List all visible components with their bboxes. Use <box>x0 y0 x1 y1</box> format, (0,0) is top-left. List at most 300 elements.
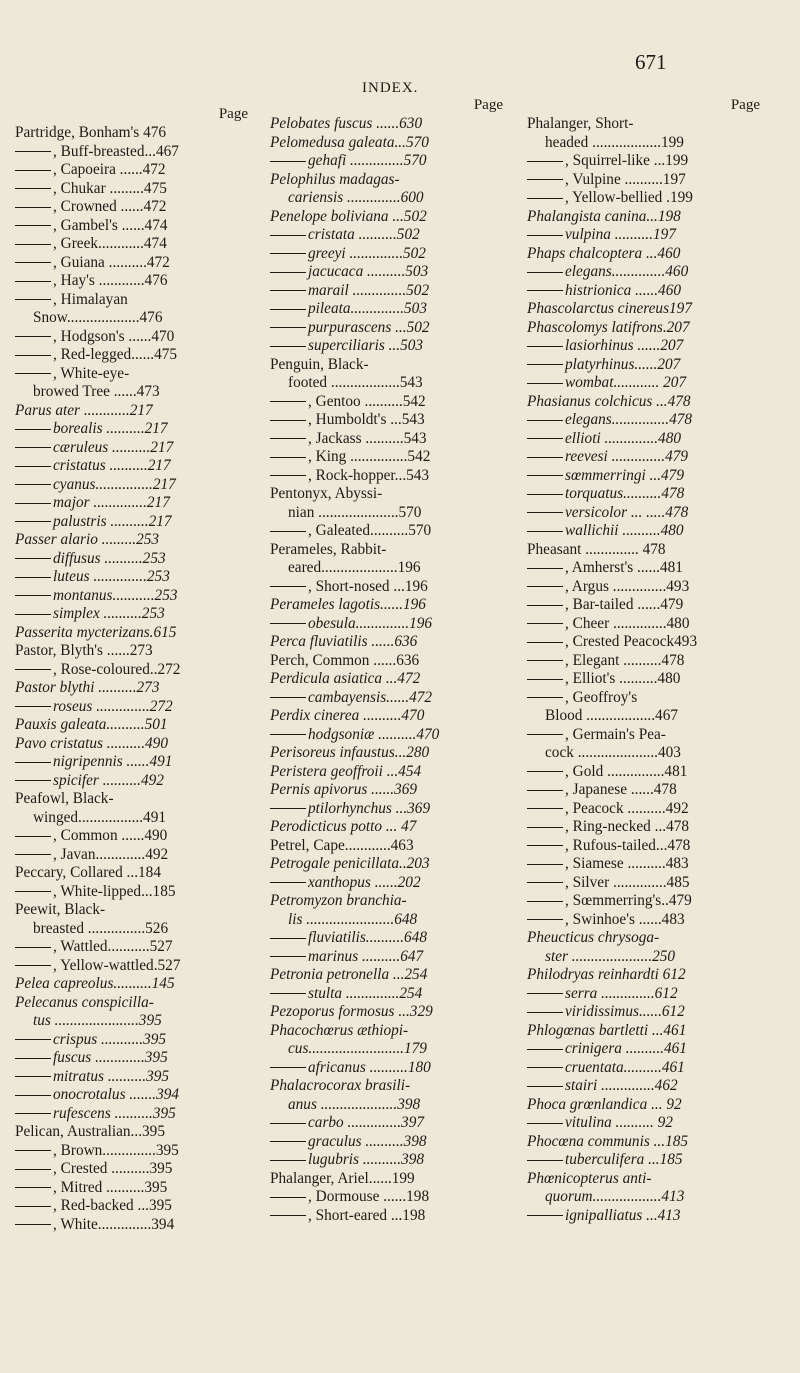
index-entry-text: Phœnicopterus anti- <box>527 1169 652 1187</box>
index-entry <box>15 420 260 439</box>
index-entry <box>527 1077 772 1096</box>
index-entry <box>270 1040 515 1059</box>
index-entry <box>527 1133 772 1152</box>
index-entry-text: , Elliot's ..........480 <box>565 670 681 687</box>
index-entry <box>15 1086 260 1105</box>
index-entry-text: ellioti ..............480 <box>565 429 681 447</box>
index-column-1 <box>15 104 260 1234</box>
index-entry <box>270 689 515 708</box>
index-entry-text: Petrel, Cape............463 <box>270 836 414 854</box>
index-entry <box>15 217 260 236</box>
index-entry <box>15 753 260 772</box>
index-entry <box>15 957 260 976</box>
repeat-dash <box>527 864 563 865</box>
index-entry <box>15 143 260 162</box>
index-entry-text: , Argus ..............493 <box>565 577 690 595</box>
repeat-dash <box>270 290 306 291</box>
index-entry-text: Pelomedusa galeata...570 <box>270 133 429 151</box>
index-entry <box>527 670 772 689</box>
index-entry-text: onocrotalus .......394 <box>53 1086 180 1103</box>
index-entry <box>15 772 260 791</box>
index-entry-text: diffusus ..........253 <box>53 549 166 567</box>
index-entry-text: Petrogale penicillata..203 <box>270 855 430 872</box>
index-entry-text: rufescens ..........395 <box>53 1104 176 1122</box>
repeat-dash <box>270 531 306 532</box>
repeat-dash <box>15 1095 51 1096</box>
repeat-dash <box>15 355 51 356</box>
index-entry-text: ster .....................250 <box>545 947 676 965</box>
index-entry <box>527 263 772 282</box>
index-entry-text: , Siamese ..........483 <box>565 855 689 872</box>
repeat-dash <box>270 309 306 310</box>
index-entry-text: Pastor, Blyth's ......273 <box>15 642 153 659</box>
index-entry <box>527 541 772 560</box>
index-entry-text: , Ring-necked ...478 <box>565 818 690 835</box>
index-entry <box>527 763 772 782</box>
index-entry-text: , Squirrel-like ...199 <box>565 152 689 169</box>
index-entry-text: , Gold ...............481 <box>565 762 688 780</box>
index-entry <box>15 975 260 994</box>
repeat-dash <box>270 734 306 735</box>
index-entry-text: Snow...................476 <box>33 309 163 326</box>
index-entry <box>270 1096 515 1115</box>
index-entry <box>527 1059 772 1078</box>
index-entry-text: Phasianus colchicus ...478 <box>527 392 691 410</box>
index-entry-text: , Bar-tailed ......479 <box>565 596 684 613</box>
index-entry-text: , Rock-hopper...543 <box>308 466 430 484</box>
index-entry <box>270 541 515 560</box>
index-entry-text: , Silver ..............485 <box>565 873 690 891</box>
index-entry-text: , Peacock ..........492 <box>565 799 689 817</box>
repeat-dash <box>527 1160 563 1161</box>
index-entry <box>527 559 772 578</box>
index-entry-text: borealis ..........217 <box>53 420 168 437</box>
index-entry <box>270 226 515 245</box>
repeat-dash <box>270 993 306 994</box>
repeat-dash <box>527 679 563 680</box>
index-entry <box>527 226 772 245</box>
index-entry <box>270 837 515 856</box>
index-entry <box>527 911 772 930</box>
index-entry <box>15 328 260 347</box>
index-entry-text: tus ......................395 <box>33 1012 162 1029</box>
index-entry <box>527 467 772 486</box>
repeat-dash <box>270 475 306 476</box>
repeat-dash <box>15 188 51 189</box>
index-entry-text: , Capoeira ......472 <box>53 161 166 178</box>
index-entry-text: crinigera ..........461 <box>565 1040 687 1057</box>
index-entry <box>15 716 260 735</box>
index-entry-text: cæruleus ..........217 <box>53 438 174 456</box>
repeat-dash <box>527 272 563 273</box>
index-entry <box>15 938 260 957</box>
index-entry-text: breasted ...............526 <box>33 919 169 937</box>
index-entry-text: Passerita mycterizans.615 <box>15 623 177 641</box>
repeat-dash <box>270 882 306 883</box>
index-entry-text: Phaps chalcoptera ...460 <box>527 244 681 262</box>
index-entry-text: Pernis apivorus ......369 <box>270 781 418 798</box>
repeat-dash <box>270 623 306 624</box>
index-entry <box>15 1142 260 1161</box>
index-entry-text: , Yellow-wattled.527 <box>53 956 181 974</box>
index-entry <box>270 948 515 967</box>
repeat-dash <box>15 577 51 578</box>
index-entry <box>15 1012 260 1031</box>
index-entry-text: Petromyzon branchia- <box>270 892 407 909</box>
index-entry-text: platyrhinus......207 <box>565 355 681 373</box>
repeat-dash <box>15 484 51 485</box>
repeat-dash <box>527 531 563 532</box>
index-entry-text: Phalanger, Short- <box>527 115 634 132</box>
index-entry <box>270 985 515 1004</box>
index-entry-text: Partridge, Bonham's 476 <box>15 124 167 141</box>
index-entry-text: cambayensis......472 <box>308 688 433 706</box>
repeat-dash <box>527 420 563 421</box>
index-entry <box>15 698 260 717</box>
index-entry <box>15 346 260 365</box>
index-entry <box>527 855 772 874</box>
index-entry-text: elegans..............460 <box>565 263 689 280</box>
index-entry <box>527 1151 772 1170</box>
repeat-dash <box>527 901 563 902</box>
index-entry <box>527 245 772 264</box>
index-entry <box>15 198 260 217</box>
repeat-dash <box>270 253 306 254</box>
index-entry-text: Peccary, Collared ...184 <box>15 864 161 881</box>
index-entry-text: africanus ..........180 <box>308 1058 431 1076</box>
index-entry-text: , Geoffroy's <box>565 688 638 706</box>
index-entry-text: xanthopus ......202 <box>308 873 421 891</box>
repeat-dash <box>15 1187 51 1188</box>
index-entry <box>270 1077 515 1096</box>
index-entry <box>15 605 260 624</box>
index-entry-text: quorum..................413 <box>545 1188 685 1205</box>
repeat-dash <box>15 947 51 948</box>
index-entry-text: cruentata..........461 <box>565 1058 685 1076</box>
index-entry <box>270 356 515 375</box>
index-entry-text: , Yellow-bellied .199 <box>565 189 693 206</box>
repeat-dash <box>270 420 306 421</box>
index-entry-text: Perdicula asiatica ...472 <box>270 670 421 687</box>
index-entry-text: , Javan.............492 <box>53 845 169 863</box>
index-entry <box>527 818 772 837</box>
index-entry-text: Perisoreus infaustus...280 <box>270 744 430 761</box>
index-entry-text: Parus ater ............217 <box>15 401 153 419</box>
repeat-dash <box>15 503 51 504</box>
repeat-dash <box>527 290 563 291</box>
index-entry-text: Pheasant .............. 478 <box>527 540 666 558</box>
index-entry <box>527 337 772 356</box>
index-entry <box>527 300 772 319</box>
repeat-dash <box>15 1076 51 1077</box>
index-entry-text: , White..............394 <box>53 1215 175 1233</box>
index-entry-text: serra ..............612 <box>565 984 678 1002</box>
repeat-dash <box>15 558 51 559</box>
index-entry <box>270 152 515 171</box>
index-entry-text: , King ...............542 <box>308 448 431 465</box>
index-entry-text: lis .......................648 <box>288 910 418 928</box>
index-entry <box>15 235 260 254</box>
index-entry-text: , Crested Peacock493 <box>565 633 698 650</box>
repeat-dash <box>527 827 563 828</box>
index-entry-text: Perodicticus potto ... 47 <box>270 818 417 835</box>
repeat-dash <box>270 1123 306 1124</box>
index-entry <box>270 1151 515 1170</box>
index-entry <box>15 1123 260 1142</box>
index-entry-text: montanus...........253 <box>53 586 178 604</box>
index-entry <box>527 1022 772 1041</box>
repeat-dash <box>527 845 563 846</box>
index-entry <box>270 726 515 745</box>
index-entry-text: roseus ..............272 <box>53 697 173 715</box>
index-entry-text: Philodryas reinhardti 612 <box>527 966 686 983</box>
index-entry <box>527 134 772 153</box>
index-entry-text: vulpina ..........197 <box>565 226 676 243</box>
repeat-dash <box>527 586 563 587</box>
index-entry <box>270 559 515 578</box>
repeat-dash <box>15 262 51 263</box>
index-entry <box>15 476 260 495</box>
repeat-dash <box>270 1141 306 1142</box>
index-entry-text: , Guiana ..........472 <box>53 253 170 271</box>
repeat-dash <box>527 1123 563 1124</box>
repeat-dash <box>270 1160 306 1161</box>
index-entry <box>270 800 515 819</box>
index-entry <box>527 781 772 800</box>
repeat-dash <box>15 1113 51 1114</box>
index-entry <box>527 1040 772 1059</box>
index-entry <box>270 763 515 782</box>
index-entry-text: , Himalayan <box>53 290 128 308</box>
index-entry-text: Phalacrocorax brasili- <box>270 1077 411 1094</box>
index-entry-text: Penelope boliviana ...502 <box>270 207 427 225</box>
index-entry-text: , Buff-breasted...467 <box>53 142 179 160</box>
page-column-label: Page <box>218 106 248 122</box>
index-entry-text: Perameles lagotis......196 <box>270 596 426 613</box>
index-entry-text: jacucaca ..........503 <box>308 263 429 280</box>
index-entry <box>527 596 772 615</box>
index-entry <box>527 430 772 449</box>
index-entry-text: Petronia petronella ...254 <box>270 966 428 983</box>
index-entry-text: Pelea capreolus..........145 <box>15 975 175 992</box>
index-entry-text: obesula..............196 <box>308 614 433 632</box>
index-entry <box>527 448 772 467</box>
index-entry <box>527 356 772 375</box>
index-entry-text: torquatus..........478 <box>565 485 685 502</box>
index-entry-text: , Dormouse ......198 <box>308 1188 430 1205</box>
index-entry-text: , Sœmmerring's..479 <box>565 892 692 909</box>
index-entry-text: marinus ..........647 <box>308 947 424 965</box>
index-entry-text: Pezoporus formosus ...329 <box>270 1003 433 1020</box>
repeat-dash <box>527 494 563 495</box>
index-entry <box>270 393 515 412</box>
repeat-dash <box>15 780 51 781</box>
index-entry <box>15 920 260 939</box>
index-entry <box>15 1049 260 1068</box>
index-entry-text: purpurascens ...502 <box>308 318 430 336</box>
repeat-dash <box>15 207 51 208</box>
index-entry <box>15 402 260 421</box>
index-entry <box>15 1216 260 1235</box>
index-entry <box>270 411 515 430</box>
index-entry-text: ignipalliatus ...413 <box>565 1206 681 1224</box>
index-entry-text: , Galeated..........570 <box>308 522 432 539</box>
index-entry <box>527 171 772 190</box>
index-entry <box>527 744 772 763</box>
index-entry <box>15 1179 260 1198</box>
index-entry <box>270 522 515 541</box>
index-entry <box>527 1096 772 1115</box>
index-entry-text: Peristera geoffroii ...454 <box>270 762 422 780</box>
index-entry <box>527 374 772 393</box>
index-entry-text: hodgsoniæ ..........470 <box>308 725 440 743</box>
index-entry <box>527 1003 772 1022</box>
index-entry <box>15 1105 260 1124</box>
repeat-dash <box>527 1086 563 1087</box>
index-entry-text: , Gambel's ......474 <box>53 216 168 234</box>
index-entry <box>15 827 260 846</box>
index-entry <box>527 152 772 171</box>
page-column-label: Page <box>730 97 760 113</box>
index-entry-text: footed ..................543 <box>288 374 423 391</box>
index-entry <box>270 670 515 689</box>
page-number: 671 <box>635 50 667 74</box>
repeat-dash <box>527 660 563 661</box>
index-entry-text: , Short-eared ...198 <box>308 1206 426 1224</box>
index-entry <box>527 985 772 1004</box>
index-entry <box>527 966 772 985</box>
index-entry-text: , Amherst's ......481 <box>565 559 683 576</box>
repeat-dash <box>270 235 306 236</box>
index-entry <box>270 744 515 763</box>
repeat-dash <box>527 882 563 883</box>
index-entry <box>527 800 772 819</box>
index-entry-text: Perdix cinerea ..........470 <box>270 707 425 724</box>
index-entry <box>270 892 515 911</box>
index-entry-text: , Rufous-tailed...478 <box>565 836 691 854</box>
index-entry <box>15 1160 260 1179</box>
index-entry <box>15 901 260 920</box>
index-entry <box>527 1188 772 1207</box>
index-entry <box>270 966 515 985</box>
index-entry-text: , Wattled...........527 <box>53 938 173 955</box>
index-entry <box>527 892 772 911</box>
index-entry-text: cyanus...............217 <box>53 475 176 493</box>
index-entry <box>527 837 772 856</box>
index-entry <box>15 457 260 476</box>
repeat-dash <box>527 346 563 347</box>
repeat-dash <box>15 244 51 245</box>
index-entry <box>270 282 515 301</box>
index-entry-text: Pelican, Australian...395 <box>15 1123 165 1140</box>
index-entry-text: gehafi ..............570 <box>308 152 427 169</box>
index-entry-text: , Hodgson's ......470 <box>53 327 175 345</box>
repeat-dash <box>527 993 563 994</box>
index-entry <box>270 485 515 504</box>
index-entry <box>270 208 515 227</box>
index-entry-text: , Red-legged......475 <box>53 346 178 363</box>
index-entry-text: , Chukar .........475 <box>53 179 167 197</box>
index-entry <box>270 1188 515 1207</box>
index-entry <box>527 189 772 208</box>
index-entry-text: Blood ..................467 <box>545 707 679 724</box>
repeat-dash <box>527 383 563 384</box>
repeat-dash <box>270 161 306 162</box>
index-entry <box>527 633 772 652</box>
index-entry-text: viridissimus......612 <box>565 1003 685 1020</box>
index-entry <box>270 1114 515 1133</box>
index-entry <box>270 596 515 615</box>
index-entry-text: Phascolarctus cinereus197 <box>527 300 692 317</box>
repeat-dash <box>270 938 306 939</box>
page-column-label: Page <box>473 97 503 113</box>
index-entry <box>15 568 260 587</box>
index-entry <box>270 911 515 930</box>
index-entry <box>527 1207 772 1226</box>
index-entry <box>270 1207 515 1226</box>
repeat-dash <box>15 706 51 707</box>
repeat-dash <box>527 1067 563 1068</box>
repeat-dash <box>15 891 51 892</box>
index-entry <box>270 504 515 523</box>
index-entry <box>270 652 515 671</box>
repeat-dash <box>15 669 51 670</box>
index-entry <box>527 522 772 541</box>
index-entry <box>15 642 260 661</box>
index-entry-text: , Red-backed ...395 <box>53 1197 172 1214</box>
index-entry <box>270 633 515 652</box>
index-entry <box>270 1003 515 1022</box>
index-entry-text: Pelobates fuscus ......630 <box>270 115 423 132</box>
index-entry <box>270 134 515 153</box>
repeat-dash <box>270 272 306 273</box>
index-entry <box>527 282 772 301</box>
repeat-dash <box>15 281 51 282</box>
index-entry <box>15 809 260 828</box>
index-entry-text: tuberculifera ...185 <box>565 1151 683 1168</box>
index-entry <box>527 393 772 412</box>
index-entry-text: cock .....................403 <box>545 744 681 761</box>
index-entry-text: Pelophilus madagas- <box>270 170 400 188</box>
repeat-dash <box>527 808 563 809</box>
index-entry-text: , White-lipped...185 <box>53 882 176 900</box>
repeat-dash <box>15 429 51 430</box>
index-entry <box>15 309 260 328</box>
repeat-dash <box>15 336 51 337</box>
repeat-dash <box>270 327 306 328</box>
index-entry <box>270 171 515 190</box>
index-entry <box>15 513 260 532</box>
index-entry-text: cristata ..........502 <box>308 226 420 243</box>
index-entry <box>527 208 772 227</box>
index-entry <box>527 948 772 967</box>
index-entry <box>527 689 772 708</box>
index-entry-text: luteus ..............253 <box>53 568 170 585</box>
index-entry <box>15 1068 260 1087</box>
repeat-dash <box>527 364 563 365</box>
index-entry-text: , Jackass ..........543 <box>308 429 427 447</box>
index-entry-text: Pastor blythi ..........273 <box>15 679 160 696</box>
index-entry-text: pileata..............503 <box>308 300 427 317</box>
index-entry-text: major ..............217 <box>53 494 170 511</box>
index-entry-text: , Brown..............395 <box>53 1141 179 1159</box>
repeat-dash <box>527 161 563 162</box>
index-entry-text: , Greek............474 <box>53 235 167 252</box>
index-entry-text: marail ..............502 <box>308 281 430 299</box>
index-entry-text: cus.........................179 <box>288 1040 427 1057</box>
index-entry-text: carbo ..............397 <box>308 1114 424 1131</box>
repeat-dash <box>15 299 51 300</box>
